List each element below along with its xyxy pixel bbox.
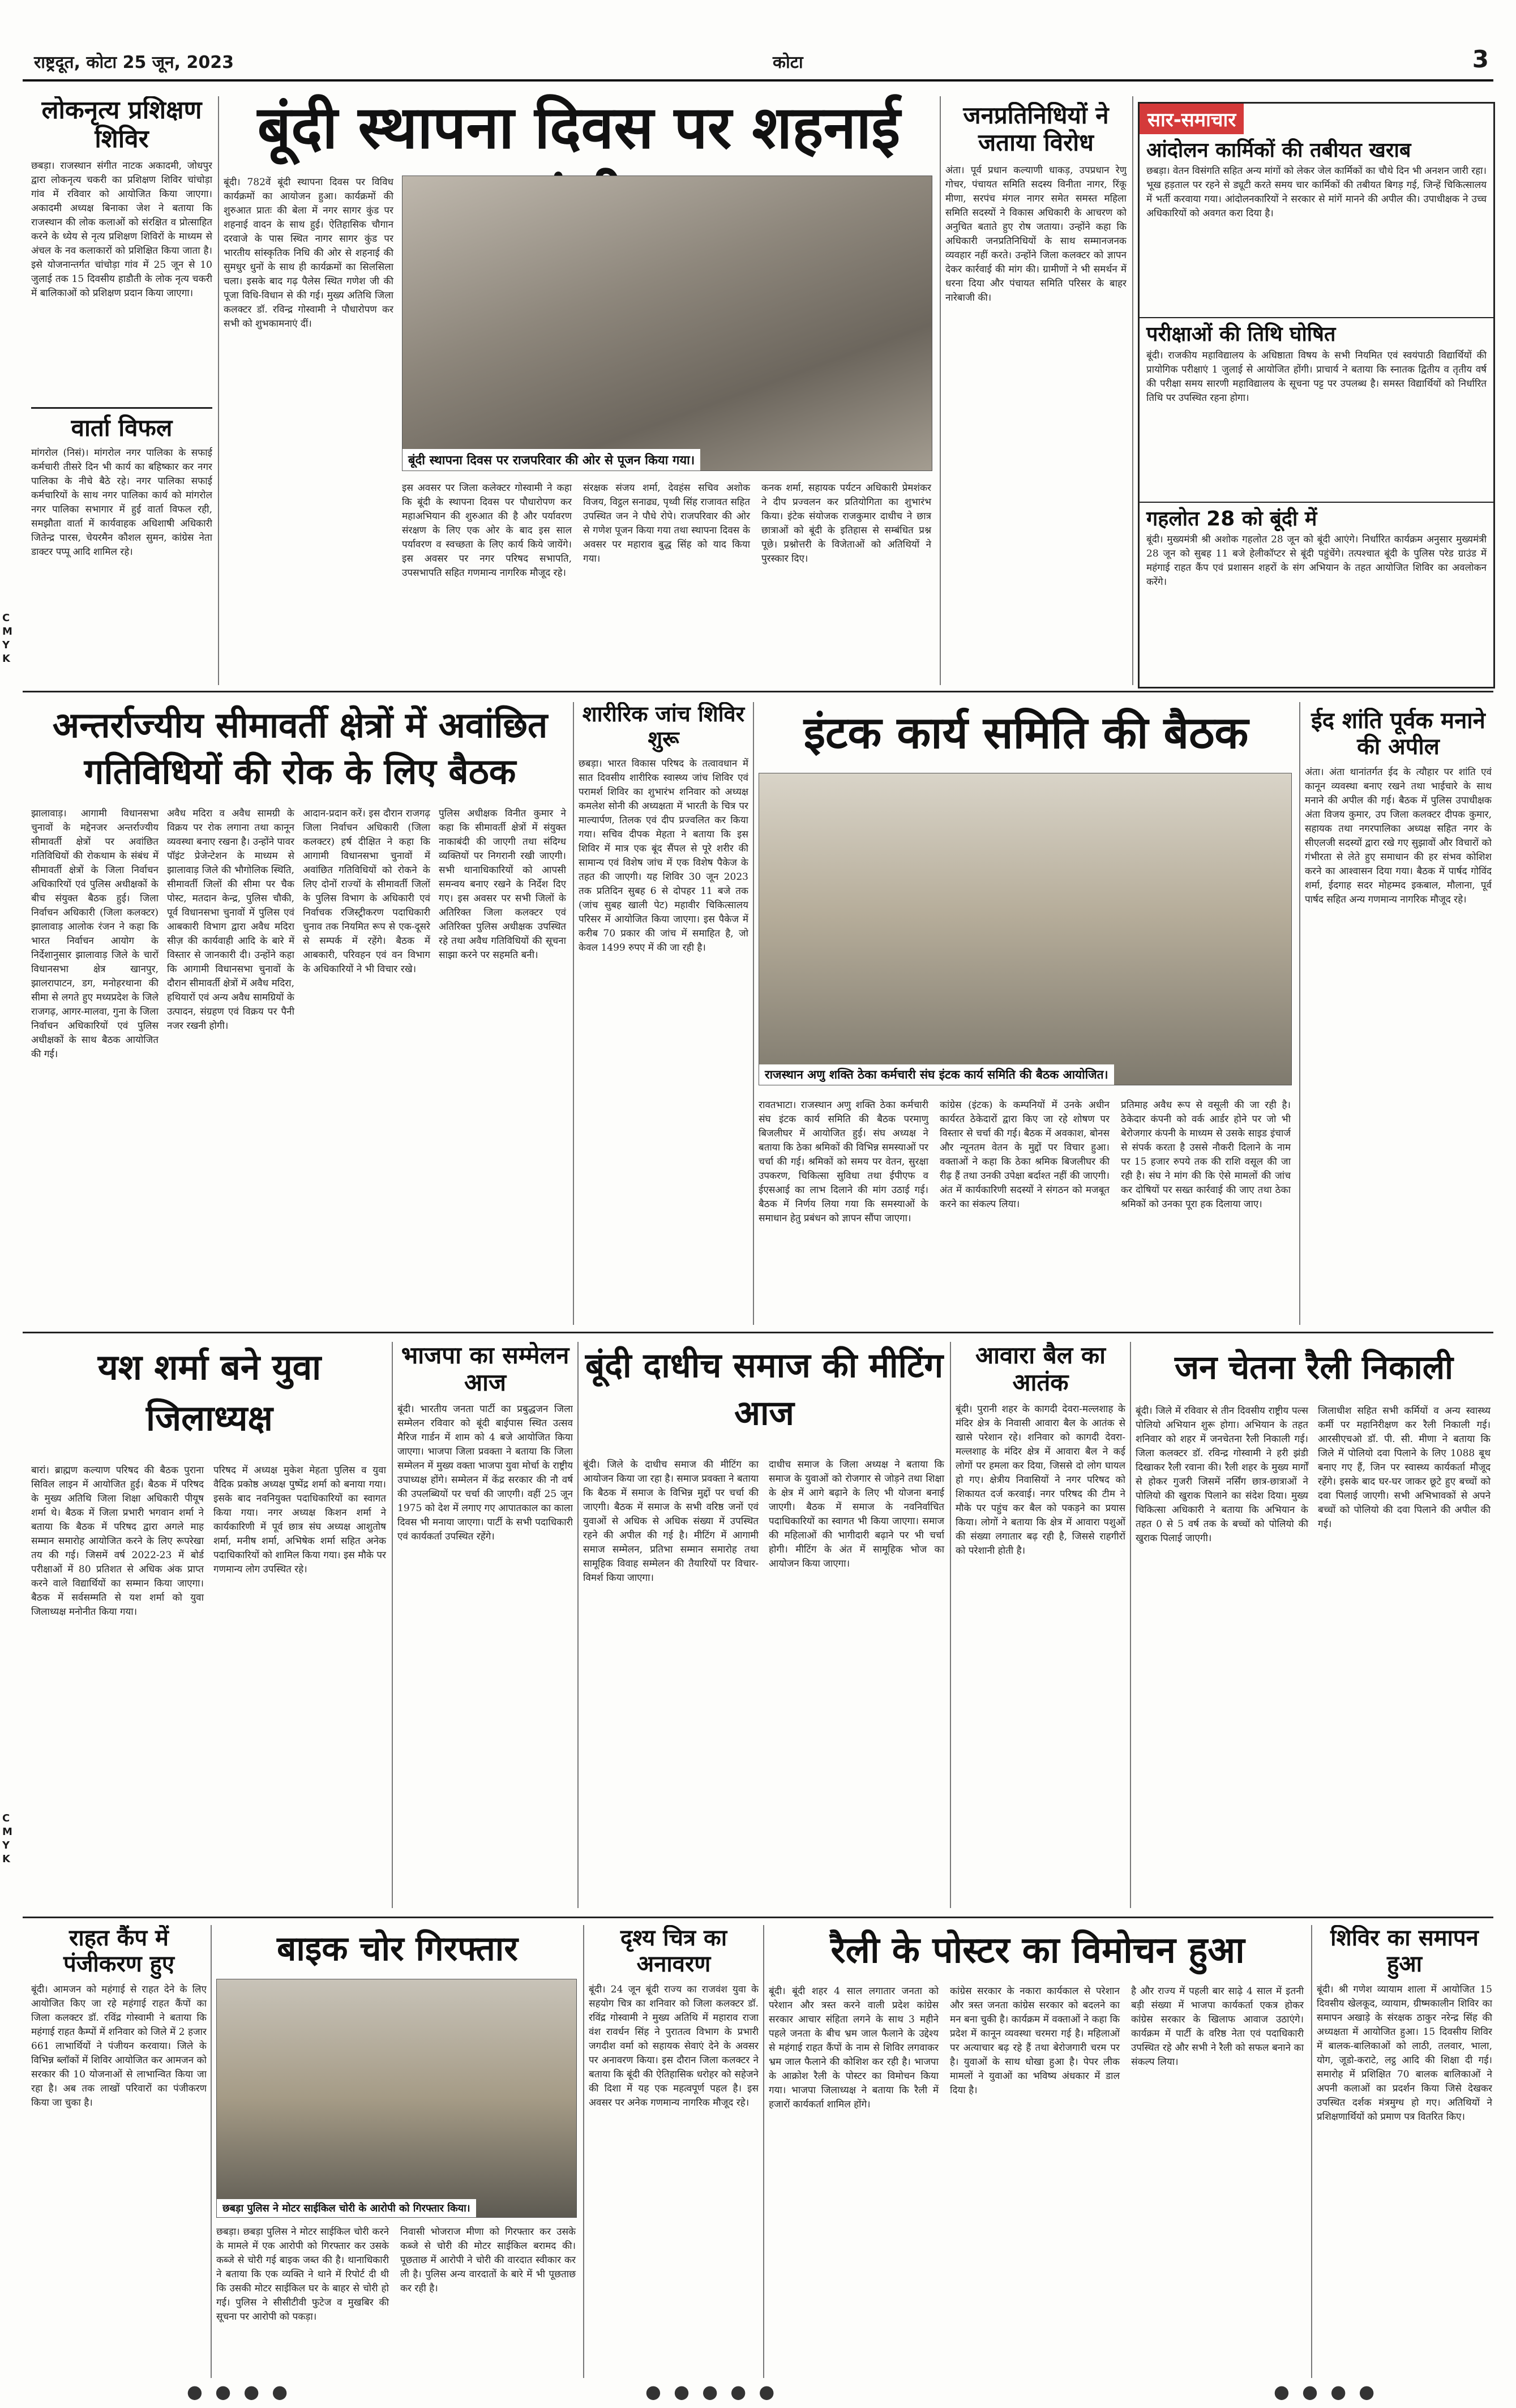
story-body: बूंदी। आमजन को महंगाई से राहत देने के लिए आयोजित किए जा रहे महंगाई राहत कैंपों का जिला कलक्टर डॉ. रविंद्र गोस्वामी ने बताया कि महंगाई राहत कैम्पों में शनिवार को जिले में 2 हजार 661 लाभार्थियों ने पंजीयन करवाया। जिले के विभिन्न ब्लॉकों में शिविर आयोजित कर आमजन को सरकार की 10 योजनाओं से लाभान्वित किया जा रहा है। अब तक लाखों परिवारों का पंजीकरण किया जा चुका है।: [31, 1984, 207, 2108]
story-body: रावतभाटा। राजस्थान अणु शक्ति ठेका कर्मचारी संघ इंटक कार्य समिति की बैठक परमाणु बिजलीघर में आयोजित हुई। संघ अध्यक्ष ने बताया कि ठेका श्रमिकों की विभिन्न समस्याओं पर चर्चा की गई। श्रमिकों को समय पर वेतन, सुरक्षा उपकरण, चिकित्सा सुविधा तथा ईपीएफ व ईएसआई का लाभ दिलाने की मांग उठाई गई। बैठक में निर्णय लिया गया कि समस्याओं के समाधान हेतु प्रबंधन को ज्ञापन सौंपा जाएगा।: [759, 1100, 928, 1224]
story-body: कनक शर्मा, सहायक पर्यटन अधिकारी प्रेमशंकर ने दीप प्रज्वलन कर प्रतियोगिता का शुभारंभ किया। इंटेक संयोजक राजकुमार दाधीच ने छात्र छात्राओं को बूंदी के इतिहास से सम्बंधित प्रश्न पूछे। प्रश्नोत्तरी के विजेताओं को अतिथियों ने पुरस्कार दिए।: [761, 482, 931, 564]
photo-intak-meeting: [759, 773, 1292, 1085]
story-body: जिलाधीश सहित सभी कर्मियों व अन्य स्वास्थ्य कर्मी पर महानिरीक्षण कर रैली निकाली गई। आरसीएचओ डॉ. पी. सी. मीणा ने बताया कि जिले में पोलियो दवा पिलाने के लिए 1088 बूथ बनाए गए हैं, जिन पर स्वास्थ्य कार्यकर्ता मौजूद रहेंगे। इसके बाद घर-घर जाकर छूटे हुए बच्चों को दवा पिलाई जाएगी। सभी अभिभावकों से अपने बच्चों को पोलियो की दवा पिलाने की अपील की गई।: [1318, 1405, 1491, 1530]
story-body: दाधीच समाज के जिला अध्यक्ष ने बताया कि समाज के युवाओं को रोजगार से जोड़ने तथा शिक्षा के क्षेत्र में आगे बढ़ाने के लिए भी योजना बनाई जाएगी। बैठक में समाज के नवनिर्वाचित पदाधिकारियों का स्वागत भी किया जाएगा। समाज की महिलाओं की भागीदारी बढ़ाने पर भी चर्चा होगी। मीटिंग के अंत में सामूहिक भोज का आयोजन किया जाएगा।: [769, 1459, 944, 1569]
story-bundi-sthapna: [224, 91, 934, 685]
story-jan-chetna: [1136, 1342, 1492, 1908]
story-shivir-samapan: [1317, 1925, 1492, 2378]
story-body: बूंदी। बूंदी शहर 4 साल लगातार जनता को परेशान और त्रस्त करने वाली प्रदेश कांग्रेस सरकार आचार संहिता लगने के साथ 3 महीने पहले जनता के बीच भ्रम जाल फैलाने के उद्देश्य से महंगाई राहत कैंपों के नाम से शिविर लगवाकर भ्रम जाल फैलाने की कोशिश कर रही है। भाजपा के आक्रोश रैली के पोस्टर का विमोचन किया गया। भाजपा जिलाध्यक्ष ने बताया कि रैली में हजारों कार्यकर्ता शामिल होंगे।: [769, 1986, 939, 2110]
story-aawara-bail: [956, 1342, 1125, 1908]
story-body: अंता। अंता थानांतर्गत ईद के त्यौहार पर शांति एवं कानून व्यवस्था बनाए रखने तथा भाईचारे के साथ मनाने की अपील की गई। बैठक में पुलिस उपाधीक्षक अंता विजय कुमार, उप जिला कलक्टर दीपक कुमार, सहायक तथा नगरपालिका अध्यक्ष सहित नगर के सीएलजी सदस्यों द्वारा रखे गए सुझावों और विचारों को गंभीरता से लेते हुए समाधान की हर संभव कोशिश करने का आश्वासन दिया गया। बैठक में पार्षद गोविंद शर्मा, ईदगाह सदर मोहम्मद इकबाल, मौलाना, पूर्व पार्षद सहित अन्य गणमान्य नागरिक मौजूद रहे।: [1305, 767, 1492, 905]
photo-pooja: [402, 176, 932, 471]
headline: परीक्षाओं की तिथि घोषित: [1140, 317, 1493, 348]
headline: लोकनृत्य प्रशिक्षण शिविर: [41, 96, 202, 153]
header-city: कोटा: [773, 53, 803, 72]
story-jan-pratinidhi: [945, 102, 1127, 685]
story-body: बूंदी। श्री गणेश व्यायाम शाला में आयोजित 15 दिवसीय खेलकूद, व्यायाम, ग्रीष्मकालीन शिविर का समापन अखाड़े के संरक्षक ठाकुर नरेन्द्र सिंह की अध्यक्षता में आयोजित हुआ। 15 दिवसीय शिविर में बालक-बालिकाओं को लाठी, तलवार, भाला, योग, जूडो-कराटे, लट्ठ आदि की शिक्षा दी गई। समारोह में प्रशिक्षित 70 बालक बालिकाओं ने अपनी कलाओं का प्रदर्शन किया जिसे देखकर उपस्थित दर्शक मंत्रमुग्ध हो गए। अतिथियों ने प्रशिक्षणार्थियों को प्रमाण पत्र वितरित किए।: [1317, 1984, 1492, 2123]
story-body: कांग्रेस सरकार के नकारा कार्यकाल से परेशान और त्रस्त जनता कांग्रेस सरकार को बदलने का मन बना चुकी है। कार्यक्रम में वक्ताओं ने कहा कि प्रदेश में कानून व्यवस्था चरमरा गई है। महिलाओं पर अत्याचार बढ़ रहे हैं तथा बेरोजगारी चरम पर है। युवाओं के साथ धोखा हुआ है। पेपर लीक मामलों ने युवाओं का भविष्य अंधकार में डाल दिया है।: [950, 1986, 1120, 2096]
story-body: छबड़ा। छबड़ा पुलिस ने मोटर साईकिल चोरी करने के मामले में एक आरोपी को गिरफ्तार कर उसके कब्जे से चोरी गई बाइक जब्त की है। थानाधिकारी ने बताया कि एक व्यक्ति ने थाने में रिपोर्ट दी थी कि उसकी मोटर साईकिल घर के बाहर से चोरी हो गई। पुलिस ने सीसीटीवी फुटेज व मुखबिर की सूचना पर आरोपी को पकड़ा।: [216, 2226, 389, 2323]
story-body: अवैध मदिरा व अवैध सामग्री के विक्रय पर रोक लगाना तथा कानून व्यवस्था बनाए रखना है। उन्होंने पावर पॉइंट प्रेजेन्टेशन के माध्यम से झालावाड़ जिले की भौगोलिक स्थिति, सीमावर्ती जिलों की सीमा पर चैक पोस्ट, मतदान केन्द्र, पुलिस चौकी, पूर्व विधानसभा चुनावों में पुलिस एवं आबकारी विभाग द्वारा अवैध मदिरा सीज़ की कार्यवाही आदि के बारे में विस्तार से जानकारी दी। उन्होंने कहा कि आगामी विधानसभा चुनावों के दौरान सीमावर्ती क्षेत्रों में अवैध मदिरा, हथियारों एवं अन्य अवैध सामग्रियों के उत्पादन, संग्रहण एवं विक्रय पर पैनी नजर रखनी होगी।: [167, 808, 294, 1032]
story-body: आदान-प्रदान करें। इस दौरान राजगढ़ जिला निर्वाचन अधिकारी (जिला कलक्टर) हर्ष दीक्षित ने कहा कि आगामी विधानसभा चुनावों में अवांछित गतिविधियों को रोकने के लिए दोनों राज्यों के सीमावर्ती जिलों के पुलिस विभाग के अधिकारी एवं निर्वाचक रजिस्ट्रीकरण पदाधिकारी चुनाव तक नियमित रूप से एक-दूसरे से सम्पर्क में रहेंगे। बैठक में आबकारी, परिवहन एवं वन विभाग के अधिकारियों ने भी विचार रखे।: [303, 808, 430, 975]
story-body: बूंदी। 24 जून बूंदी राज्य का राजवंश युवा के सहयोग चित्र का शनिवार को जिला कलक्टर डॉ. रविंद्र गोस्वामी ने मुख्य अतिथि में महाराव राजा वंश रावर्धन सिंह ने पुरातत्व विभाग के प्रभारी जगदीश वर्मा को सहायक सेवाएं देने के अवसर पर अनावरण किया। इस दौरान जिला कलक्टर ने बताया कि बूंदी की ऐतिहासिक धरोहर को सहेजने की दिशा में यह एक महत्वपूर्ण पहल है। इस अवसर पर अनेक गणमान्य नागरिक मौजूद रहे।: [589, 1984, 759, 2108]
headline: जन चेतना रैली निकाली: [1174, 1348, 1454, 1387]
story-body: बूंदी। भारतीय जनता पार्टी का प्रबुद्धजन जिला सम्मेलन रविवार को बूंदी बाईपास स्थित उत्सव मैरिज गार्डन में शाम को 4 बजे आयोजित किया जाएगा। भाजपा जिला प्रवक्ता ने बताया कि जिला सम्मेलन में मुख्य वक्ता भाजपा युवा मोर्चा के राष्ट्रीय उपाध्यक्ष होंगे। सम्मेलन में केंद्र सरकार की नौ वर्ष की उपलब्धियों पर चर्चा की जाएगी। वहीं 25 जून 1975 को देश में लगाए गए आपातकाल का काला दिवस भी मनाया जाएगा। पार्टी के सभी पदाधिकारी एवं कार्यकर्ता उपस्थित रहेंगे।: [397, 1403, 573, 1542]
headline: अन्तर्राज्यीय सीमावर्ती क्षेत्रों में अवांछित गतिविधियों की रोक के लिए बैठक: [52, 704, 548, 792]
story-body: पुलिस अधीक्षक विनीत कुमार ने कहा कि सीमावर्ती क्षेत्रों में संयुक्त नाकाबंदी की जाएगी तथा संदिग्ध व्यक्तियों पर निगरानी रखी जाएगी। सभी थानाधिकारियों को आपसी समन्वय बनाए रखने के निर्देश दिए गए। इस अवसर पर सभी जिलों के अतिरिक्त जिला कलक्टर एवं अतिरिक्त पुलिस अधीक्षक उपस्थित रहे तथा अवैध गतिविधियों की सूचना साझा करने पर सहमति बनी।: [439, 808, 566, 961]
story-body: बूंदी। जिले के दाधीच समाज की मीटिंग का आयोजन किया जा रहा है। समाज प्रवक्ता ने बताया कि बैठक में समाज के विभिन्न मुद्दों पर चर्चा की जाएगी। बैठक में समाज के सभी वरिष्ठ जनों एवं युवाओं से अधिक से अधिक संख्या में उपस्थित रहने की अपील की गई है। मीटिंग में आगामी समाज सम्मेलन, प्रतिभा सम्मान समारोह तथा सामूहिक विवाह सम्मेलन की तैयारियों पर विचार-विमर्श किया जाएगा।: [583, 1459, 759, 1584]
story-sharirik: [579, 702, 748, 1325]
story-drishya-chitra: [589, 1925, 759, 2378]
story-dadhich: [583, 1342, 945, 1908]
story-rahat-camp: [31, 1925, 207, 2378]
photo-bike-arrest: [216, 1979, 577, 2218]
section-saar-samachar: [1138, 102, 1495, 688]
story-body: बूंदी। पुरानी शहर के कागदी देवरा-मल्लशाह के मंदिर क्षेत्र के निवासी आवारा बैल के आतंक से खासे परेशान रहे। शनिवार को कागदी देवरा-मल्लशाह के मंदिर क्षेत्र में आवारा बैल ने कई लोगों पर हमला कर दिया, जिससे दो लोग घायल हो गए। क्षेत्रीय निवासियों ने नगर परिषद को शिकायत दर्ज करवाई। नगर परिषद की टीम ने मौके पर पहुंच कर बैल को पकड़ने का प्रयास किया। लोगों ने बताया कि क्षेत्र में आवारा पशुओं की संख्या लगातार बढ़ रही है, जिससे राहगीरों को परेशानी होती है।: [956, 1403, 1125, 1556]
cmyk-mark-top: C M Y K: [2, 612, 12, 665]
story-body: निवासी भोजराज मीणा को गिरफ्तार कर उसके कब्जे से चोरी की मोटर साईकिल बरामद की। पूछताछ में आरोपी ने चोरी की वारदात स्वीकार कर ली है। पुलिस अन्य वारदातों के बारे में भी पूछताछ कर रही है।: [400, 2226, 576, 2294]
story-body: बूंदी। 782वें बूंदी स्थापना दिवस पर विविध कार्यक्रमों का आयोजन हुआ। कार्यक्रमों की शुरुआत प्रातः की बेला में नगर सागर कुंड पर शहनाई वादन के साथ हुई। ऐतिहासिक चौगान दरवाजे के पास स्थित नागर सागर कुंड पर भारतीय सांस्कृतिक निधि की ओर से शहनाई की सुमधुर धुनों के साथ ही कार्यक्रमों का सिलसिला चला। इसके बाद गढ़ पैलेस स्थित गणेश जी की पूजा विधि-विधान से की गई। मुख्य अतिथि जिला कलक्टर डॉ. रविन्द्र गोस्वामी ने पौधारोपण कर सभी को शुभकामनाएं दीं।: [224, 177, 393, 330]
story-body: परिषद में अध्यक्ष मुकेश मेहता पुलिस व युवा वैदिक प्रकोष्ठ अध्यक्ष पुष्पेंद्र शर्मा को बनाया गया। इसके बाद नवनियुक्त पदाधिकारियों का स्वागत किया गया। नगर अध्यक्ष किशन शर्मा ने कार्यकारिणी में पूर्व छात्र संघ अध्यक्ष आशुतोष शर्मा, मनीष शर्मा, अभिषेक शर्मा सहित अनेक पदाधिकारियों को शामिल किया गया। इस मौके पर गणमान्य लोग उपस्थित रहे।: [213, 1465, 386, 1575]
headline: भाजपा का सम्मेलन आज: [401, 1342, 569, 1397]
story-body: छबड़ा। वेतन विसंगति सहित अन्य मांगों को लेकर जेल कार्मिकों का चौथे दिन भी अनशन जारी रहा। भूख हड़ताल पर रहने से ड्यूटी करते समय चार कार्मिकों की तबीयत बिगड़ गई, जिन्हें चिकित्सालय में भर्ती करवाया गया। आंदोलनकारियों ने सरकार से मांगें मानने की अपील की। उपाधीक्षक ने उच्च अधिकारियों को अवगत करा दिया है।: [1146, 165, 1487, 220]
story-body: इस अवसर पर जिला कलेक्टर गोस्वामी ने कहा कि बूंदी के स्थापना दिवस पर पौधारोपण कर महाअभियान की शुरुआत की है और पर्यावरण संरक्षण के लिए एक ओर के बाद इस साल पर्यावरण व स्वच्छता के लिए कार्य किये जायेंगे। इस अवसर पर नगर परिषद सभापति, उपसभापति सहित गणमान्य नागरिक मौजूद रहे।: [402, 482, 572, 579]
registration-dots-left: ● ● ● ●: [187, 2381, 292, 2402]
headline: रैली के पोस्टर का विमोचन हुआ: [830, 1930, 1245, 1971]
headline: इंटक कार्य समिति की बैठक: [803, 708, 1249, 759]
story-body: कांग्रेस (इंटक) के कम्पनियों में उनके अधीन कार्यरत ठेकेदारों द्वारा किए जा रहे शोषण पर विस्तार से चर्चा की गई। बैठक में अवकाश, बोनस और न्यूनतम वेतन के मुद्दों पर विचार हुआ। वक्ताओं ने कहा कि ठेका श्रमिक बिजलीघर की रीढ़ हैं तथा उनकी उपेक्षा बर्दाश्त नहीं की जाएगी। अंत में कार्यकारिणी सदस्यों ने संगठन को मजबूत करने का संकल्प लिया।: [940, 1100, 1110, 1210]
story-loknritya: [31, 96, 212, 685]
story-rally-poster: [769, 1925, 1307, 2378]
masthead-bar: [23, 45, 1493, 82]
registration-dots-right: ● ● ● ●: [1274, 2381, 1378, 2402]
headline: जनप्रतिनिधियों ने जताया विरोध: [963, 102, 1109, 157]
headline: ईद शांति पूर्वक मनाने की अपील: [1311, 708, 1485, 760]
story-body: मांगरोल (निसं)। मांगरोल नगर पालिका के सफाई कर्मचारी तीसरे दिन भी कार्य का बहिष्कार कर नगर पालिका के नीचे बैठे रहे। नगर पालिका सफाई कर्मचारियों के साथ नगर पालिका कार्य को मांगरोल नगर पालिका सभागार में हुई वार्ता विफल रही, समझौता वार्ता में कार्यवाहक अधिशाषी अधिकारी जितेन्द्र पारस, चेयरमैन कौशल सुमन, कांग्रेस नेता डाक्टर पप्पू आदि शामिल रहे।: [31, 447, 212, 558]
headline: बाइक चोर गिरफ्तार: [277, 1929, 518, 1969]
headline: यश शर्मा बने युवा जिलाध्यक्ष: [97, 1346, 322, 1439]
story-body: झालावाड़। आगामी विधानसभा चुनावों के मद्देनजर अन्तर्राज्यीय सीमावर्ती क्षेत्रों पर अवांछित गतिविधियों की रोकथाम के संबंध में सीमावर्ती क्षेत्रों के जिला निर्वाचन अधिकारियों एवं पुलिस अधीक्षकों के बीच संयुक्त बैठक हुई। जिला निर्वाचन अधिकारी (जिला कलक्टर) झालावाड़ आलोक रंजन ने कहा कि भारत निर्वाचन आयोग के निर्देशानुसार झालावाड़ जिले के चारों विधानसभा क्षेत्र खानपुर, झालरापाटन, डग, मनोहरथाना की सीमा से लगते हुए मध्यप्रदेश के जिले राजगढ़, आगर-मालवा, गुना के जिला निर्वाचन अधिकारियों एवं पुलिस अधीक्षकों के साथ बैठक आयोजित की गई।: [31, 808, 159, 1060]
story-body: संरक्षक संजय शर्मा, देवहंस सचिव अशोक विजय, विट्ठल सनाढ्य, पृथ्वी सिंह राजावत सहित उपस्थित जन ने पौधे रोपे। राजपरिवार की ओर से गणेश पूजन किया गया तथा स्थापना दिवस के अवसर पर महाराव बुद्ध सिंह को याद किया गया।: [583, 482, 750, 564]
story-intak: [759, 702, 1294, 1325]
story-body: अंता। पूर्व प्रधान कल्याणी धाकड़, उपप्रधान रेणु गोचर, पंचायत समिति सदस्य विनीता नागर, रिंकू मीणा, सरपंच मंगल नागर समेत समस्त महिला समिति सदस्यों ने विकास अधिकारी के आचरण को अनुचित बताते हुए रोष जताया। उन्होंने कहा कि अधिकारी जनप्रतिनिधियों के साथ सम्मानजनक व्यवहार नहीं करते। उन्होंने जिला कलक्टर को ज्ञापन देकर कार्रवाई की मांग की। ग्रामीणों ने भी समर्थन में धरना दिया और पंचायत समिति परिसर के बाहर नारेबाजी की।: [945, 164, 1127, 303]
photo-caption: बूंदी स्थापना दिवस पर राजपरिवार की ओर से पूजन किया गया।: [402, 449, 700, 471]
story-body: है और राज्य में पहली बार साढ़े 4 साल में इतनी बड़ी संख्या में भाजपा कार्यकर्ता एकत्र होकर कांग्रेस सरकार के खिलाफ आवाज उठाएंगे। कार्यक्रम में पार्टी के वरिष्ठ नेता एवं पदाधिकारी उपस्थित रहे और सभी ने रैली को सफल बनाने का संकल्प लिया।: [1131, 1986, 1304, 2068]
story-body: बूंदी। राजकीय महाविद्यालय के अधिष्ठाता विषय के सभी नियमित एवं स्वयंपाठी विद्यार्थियों की प्रायोगिक परीक्षाएं 1 जुलाई से आयोजित होंगी। प्राचार्य ने बताया कि स्नातक द्वितीय व तृतीय वर्ष की परीक्षा समय सारणी महाविद्यालय के सूचना पट्ट पर उपलब्ध है। समस्त विद्यार्थियों को निर्धारित तिथि पर उपस्थित रहना होगा।: [1146, 349, 1487, 404]
story-yash-sharma: [31, 1342, 388, 1908]
story-body: छबड़ा। राजस्थान संगीत नाटक अकादमी, जोधपुर द्वारा लोकनृत्य चकरी का प्रशिक्षण शिविर चांचोड़ा गांव में रविवार को आयोजित किया जाएगा। अकादमी अध्यक्ष बिनाका जेश ने बताया कि राजस्थान की लोक कलाओं को संरक्षित व प्रोत्साहित करने के ध्येय से नृत्य प्रशिक्षण शिविरों के माध्यम से अंचल के नव कलाकारों को प्रशिक्षित किया जाता है। इसे योजनान्तर्गत चांचोड़ा गांव में 25 जून से 10 जुलाई तक 15 दिवसीय हाडौती के लोक नृत्य चकरी में बालिकाओं को प्रशिक्षण प्रदान किया जाएगा।: [31, 160, 212, 300]
headline: गहलोत 28 को बूंदी में: [1140, 502, 1493, 533]
headline: शिविर का समापन हुआ: [1330, 1925, 1479, 1977]
cmyk-mark-bottom: C M Y K: [2, 1812, 12, 1865]
story-body: छबड़ा। भारत विकास परिषद के तत्वावधान में सात दिवसीय शारीरिक स्वास्थ्य जांच शिविर एवं परामर्श शिविर का शुभारंभ शनिवार को अध्यक्ष कमलेश सोनी की अध्यक्षता में भारती के चित्र पर माल्यार्पण, तिलक एवं दीप प्रज्वलित कर किया गया। सचिव दीपक मेहता ने बताया कि इस शिविर में मात्र एक बूंद सैंपल से पूरे शरीर की सामान्य एवं विशेष जांच में एक विशेष पैकेज के तहत की जाएगी। यह शिविर 30 जून 2023 तक प्रतिदिन सुबह 6 से दोपहर 11 बजे तक (जांच सुबह खाली पेट) महावीर चिकित्सालय परिसर में आयोजित किया जाएगा। इस पैकेज में करीब 70 प्रकार की जांच में समाहित है, जो केवल 1499 रुपए में की जा रही है।: [579, 758, 748, 954]
headline: आवारा बैल का आतंक: [975, 1342, 1106, 1397]
registration-dots-center: ● ● ● ● ●: [645, 2381, 778, 2402]
story-body: बूंदी। जिले में रविवार से तीन दिवसीय राष्ट्रीय पल्स पोलियो अभियान शुरू होगा। अभियान के तहत शनिवार को शहर में जनचेतना रैली निकाली गई। जिला कलक्टर डॉ. रविन्द्र गोस्वामी ने हरी झंडी दिखाकर रैली रवाना की। रैली शहर के मुख्य मार्गों से होकर गुजरी जिसमें नर्सिंग छात्र-छात्राओं ने पोलियो की खुराक पिलाने का संदेश दिया। मुख्य चिकित्सा अधिकारी ने बताया कि अभियान के तहत 0 से 5 वर्ष तक के बच्चों को पोलियो की खुराक पिलाई जाएगी।: [1136, 1405, 1308, 1544]
story-eid: [1305, 708, 1492, 1325]
headline: बूंदी दाधीच समाज की मीटिंग आज: [585, 1346, 944, 1433]
story-bhajpa: [397, 1342, 573, 1908]
photo-caption: छबड़ा पुलिस ने मोटर साईकिल चोरी के आरोपी को गिरफ्तार किया।: [217, 2199, 476, 2217]
headline: राहत कैंप में पंजीकरण हुए: [63, 1925, 175, 1977]
headline: शारीरिक जांच शिविर शुरू: [582, 702, 745, 751]
story-body: प्रतिमाह अवैध रूप से वसूली की जा रही है। ठेकेदार कंपनी को वर्क आर्डर होने पर जो भी बेरोजगार कंपनी के माध्यम से उसके साइड इंचार्ज से संपर्क करता है उससे नौकरी दिलाने के नाम पर 15 हजार रुपये तक की राशि वसूल की जा रही है। संघ ने मांग की कि ऐसे मामलों की जांच कर दोषियों पर सख्त कार्रवाई की जाए तथा ठेका श्रमिकों को उनका पूरा हक दिलाया जाए।: [1121, 1100, 1291, 1210]
story-antarrajyiya: [31, 702, 569, 1325]
story-body: बारां। ब्राह्मण कल्याण परिषद की बैठक पुराना सिविल लाइन में आयोजित हुई। बैठक में परिषद के मुख्य अतिथि जिला शिक्षा अधिकारी पीयूष शर्मा थे। बैठक में जिला प्रभारी भगवान शर्मा ने बताया कि बैठक में परिषद द्वारा अगले माह सम्मान समारोह आयोजित करने के लिए रूपरेखा तय की गई। जिसमें वर्ष 2022-23 में बोर्ड परीक्षाओं में 80 प्रतिशत से अधिक अंक प्राप्त करने वाले विद्यार्थियों का सम्मान किया जाएगा। बैठक में सर्वसम्मति से यश शर्मा को युवा जिलाध्यक्ष मनोनीत किया गया।: [31, 1465, 204, 1618]
headline: आंदोलन कार्मिकों की तबीयत खराब: [1146, 139, 1411, 162]
page-number: 3: [1472, 45, 1489, 73]
headline: दृश्य चित्र का अनावरण: [620, 1925, 727, 1977]
header-date: राष्ट्रदूत, कोटा 25 जून, 2023: [34, 53, 234, 72]
headline: वार्ता विफल: [31, 407, 212, 442]
headline: बूंदी स्थापना दिवस पर शहनाई: [257, 93, 901, 162]
story-bike-chor: [216, 1925, 579, 2378]
photo-caption: राजस्थान अणु शक्ति ठेका कर्मचारी संघ इंटक कार्य समिति की बैठक आयोजित।: [759, 1064, 1114, 1085]
section-title: सार-समाचार: [1140, 104, 1244, 134]
story-body: बूंदी। मुख्यमंत्री श्री अशोक गहलोत 28 जून को बूंदी आएंगे। निर्धारित कार्यक्रम अनुसार मुख्यमंत्री 28 जून को सुबह 11 बजे हेलीकॉप्टर से बूंदी पहुंचेंगे। तत्पश्चात बूंदी के पुलिस परेड ग्राउंड में महंगाई राहत कैंप एवं प्रशासन शहरों के संग अभियान के तहत आयोजित शिविर का अवलोकन करेंगे।: [1146, 534, 1487, 588]
